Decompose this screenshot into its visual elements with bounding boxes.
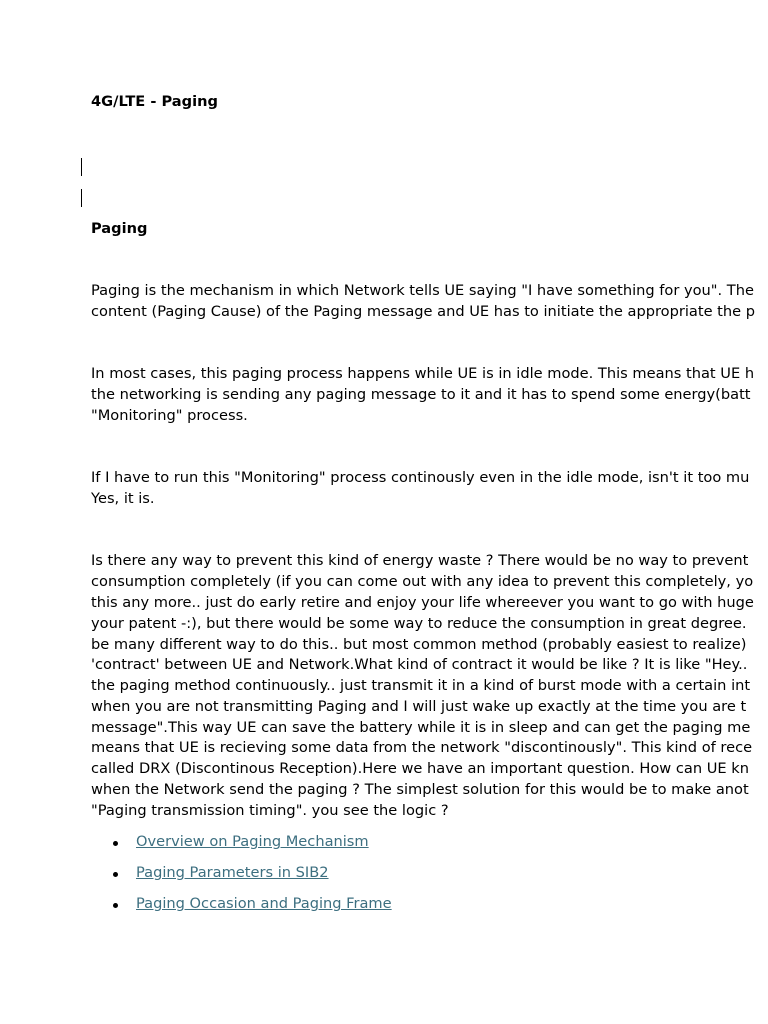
paragraph-line: when you are not transmitting Paging and I will just wake up exactly at the time you are t xyxy=(91,698,747,715)
bullet-icon xyxy=(113,841,118,846)
paragraph-line: your patent -:), but there would be some way to reduce the consumption in great degree. xyxy=(91,615,747,632)
document-title: 4G/LTE - Paging xyxy=(91,93,218,110)
paragraph-line: when the Network send the paging ? The simplest solution for this would be to make anot xyxy=(91,781,749,798)
section-heading: Paging xyxy=(91,220,148,237)
link-paging-occasion-frame[interactable]: Paging Occasion and Paging Frame xyxy=(136,895,392,912)
paragraph-line: called DRX (Discontinous Reception).Here we have an important question. How can UE kn xyxy=(91,760,749,777)
paragraph-line: "Monitoring" process. xyxy=(91,407,248,424)
paragraph-line: If I have to run this "Monitoring" process continously even in the idle mode, isn't it too mu xyxy=(91,469,750,486)
paragraph-line: the paging method continuously.. just transmit it in a kind of burst mode with a certain int xyxy=(91,677,751,694)
paragraph-line: Paging is the mechanism in which Network tells UE saying "I have something for you". The xyxy=(91,282,754,299)
paragraph-line: "Paging transmission timing". you see the logic ? xyxy=(91,802,449,819)
document-page xyxy=(91,0,768,1024)
bullet-icon xyxy=(113,903,118,908)
link-overview-paging-mechanism[interactable]: Overview on Paging Mechanism xyxy=(136,833,369,850)
paragraph-line: message".This way UE can save the battery while it is in sleep and can get the paging me xyxy=(91,719,751,736)
bullet-icon xyxy=(113,872,118,877)
paragraph-line: this any more.. just do early retire and enjoy your life whereever you want to go with huge xyxy=(91,594,754,611)
paragraph-line: In most cases, this paging process happens while UE is in idle mode. This means that UE h xyxy=(91,365,755,382)
paragraph-line: means that UE is recieving some data from the network "discontinously". This kind of rece xyxy=(91,739,753,756)
paragraph-line: 'contract' between UE and Network.What kind of contract it would be like ? It is like "Hey.. xyxy=(91,656,748,673)
paragraph-line: Yes, it is. xyxy=(91,490,155,507)
paragraph-line: the networking is sending any paging message to it and it has to spend some energy(batt xyxy=(91,386,751,403)
text-cursor-2 xyxy=(81,189,82,207)
paragraph-line: be many different way to do this.. but most common method (probably easiest to realize) xyxy=(91,636,747,653)
paragraph-line: Is there any way to prevent this kind of energy waste ? There would be no way to prevent xyxy=(91,552,749,569)
paragraph-line: content (Paging Cause) of the Paging message and UE has to initiate the appropriate the p xyxy=(91,303,756,320)
link-paging-parameters-sib2[interactable]: Paging Parameters in SIB2 xyxy=(136,864,329,881)
paragraph-line: consumption completely (if you can come out with any idea to prevent this completely, yo xyxy=(91,573,754,590)
text-cursor-1 xyxy=(81,158,82,176)
